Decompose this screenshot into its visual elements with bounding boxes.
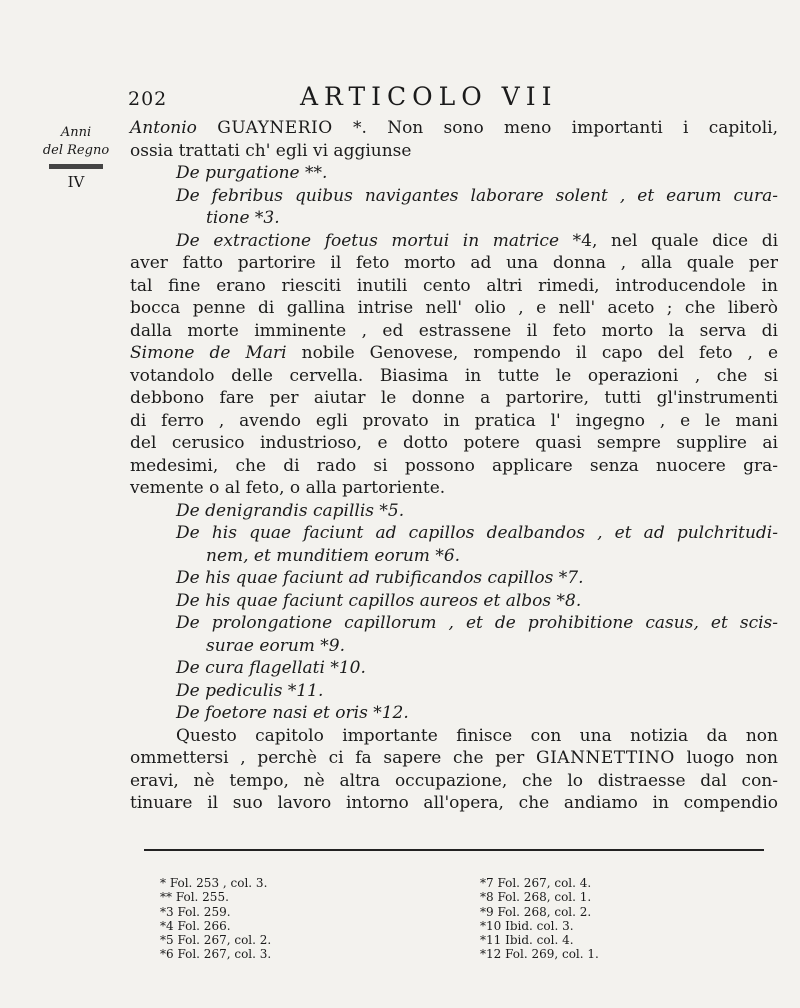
- chapter-title: De denigrandis capillis *5.: [176, 500, 405, 521]
- footnote: ** Fol. 255.: [160, 890, 229, 905]
- footnote: *11 Ibid. col. 4.: [480, 933, 574, 948]
- text-line: tal fine erano riesciti inutili cento altri rimedi, introducendole in: [130, 275, 778, 296]
- footnote: * Fol. 253 , col. 3.: [160, 876, 268, 890]
- page-header: [0, 82, 800, 112]
- text-line: aver fatto partorire il feto morto ad una donna , alla quale per: [130, 253, 778, 273]
- person-name: GIANNETTINO: [536, 748, 675, 768]
- text-run: *4, nel quale dice di: [572, 230, 779, 251]
- text-line: votandolo delle cervella. Biasima in tutte le operazioni , che si: [130, 365, 778, 386]
- running-head: ARTICOLO VII: [300, 82, 558, 111]
- margin-label-line-2: del Regno: [42, 143, 110, 158]
- margin-label-line-1: Anni: [60, 125, 92, 140]
- footnotes-right-column: [480, 876, 599, 962]
- footnote: *5 Fol. 267, col. 2.: [160, 933, 272, 948]
- chapter-title: De pediculis *11.: [176, 680, 324, 701]
- footnote-rule: [144, 849, 764, 851]
- author-first-name: Antonio: [130, 118, 197, 138]
- margin-note: [40, 124, 112, 191]
- chapter-title: De purgatione **.: [176, 163, 328, 183]
- text-line: debbono fare per aiutar le donne a partorire, tutti gl'instrumenti: [130, 388, 778, 408]
- author-surname: GUAYNERIO: [217, 118, 333, 138]
- text-run: *. Non sono meno importanti i capitoli,: [352, 118, 779, 138]
- text-run: luogo non: [686, 748, 779, 768]
- text-line: dalla morte imminente , ed estrassene il feto morto la serva di: [130, 320, 778, 341]
- text-line: [130, 230, 778, 253]
- text-run: nobile Genovese, rompendo il capo del feto , e: [301, 343, 779, 363]
- footnote: *6 Fol. 267, col. 3.: [160, 947, 272, 962]
- chapter-title-continued: tione *3.: [206, 208, 280, 228]
- text-line: di ferro , avendo egli provato in pratica l' ingegno , e le mani: [130, 410, 778, 431]
- chapter-title: De prolongatione capillorum , et de prohibitione casus, et scis-: [176, 613, 778, 633]
- margin-year: IV: [67, 173, 85, 191]
- page-number: 202: [128, 88, 168, 110]
- chapter-title: De his quae faciunt ad capillos dealbandos , et ad pulchritudi-: [176, 523, 778, 543]
- footnote: *12 Fol. 269, col. 1.: [480, 947, 599, 962]
- chapter-title-continued: nem, et munditiem eorum *6.: [206, 545, 461, 566]
- text-line: [130, 342, 778, 365]
- chapter-title: De extractione foetus mortui in matrice: [176, 230, 560, 251]
- text-line: tinuare il suo lavoro intorno all'opera, che andiamo in compendio: [130, 793, 778, 813]
- text-line: [130, 117, 778, 140]
- text-line: ossia trattati ch' egli vi aggiunse: [130, 140, 412, 161]
- chapter-title: De his quae faciunt ad rubificandos capillos *7.: [176, 568, 584, 588]
- footnote: *8 Fol. 268, col. 1.: [480, 890, 592, 905]
- chapter-title: De his quae faciunt capillos aureos et albos *8.: [176, 590, 582, 611]
- chapter-title-continued: surae eorum *9.: [206, 635, 346, 656]
- text-run: ommettersi , perchè ci fa sapere che per: [130, 748, 525, 768]
- footnote: *3 Fol. 259.: [160, 904, 231, 919]
- footnote: *9 Fol. 268, col. 2.: [480, 904, 592, 919]
- text-line: [130, 747, 778, 770]
- body-text: [130, 117, 778, 815]
- chapter-title: De foetore nasi et oris *12.: [176, 703, 409, 723]
- text-line: del cerusico industrioso, e dotto potere quasi sempre supplire ai: [130, 433, 778, 453]
- person-name: Simone de Mari: [130, 343, 287, 363]
- text-line: vemente o al feto, o alla partoriente.: [130, 478, 446, 498]
- text-line: Questo capitolo importante finisce con una notizia da non: [176, 725, 778, 746]
- chapter-title: De cura flagellati *10.: [176, 658, 366, 678]
- footnotes-left-column: [160, 876, 271, 962]
- footnote: *4 Fol. 266.: [160, 918, 231, 933]
- footnote: *7 Fol. 267, col. 4.: [480, 876, 592, 890]
- text-line: bocca penne di gallina intrise nell' olio , e nell' aceto ; che liberò: [130, 298, 778, 318]
- chapter-title: De febribus quibus navigantes laborare solent , et earum cura-: [176, 185, 778, 206]
- text-line: eravi, nè tempo, nè altra occupazione, che lo distraesse dal con-: [130, 770, 778, 791]
- margin-ornament-rule: [49, 164, 103, 169]
- footnote: *10 Ibid. col. 3.: [480, 918, 574, 933]
- text-line: medesimi, che di rado si possono applicare senza nuocere gra-: [130, 455, 778, 476]
